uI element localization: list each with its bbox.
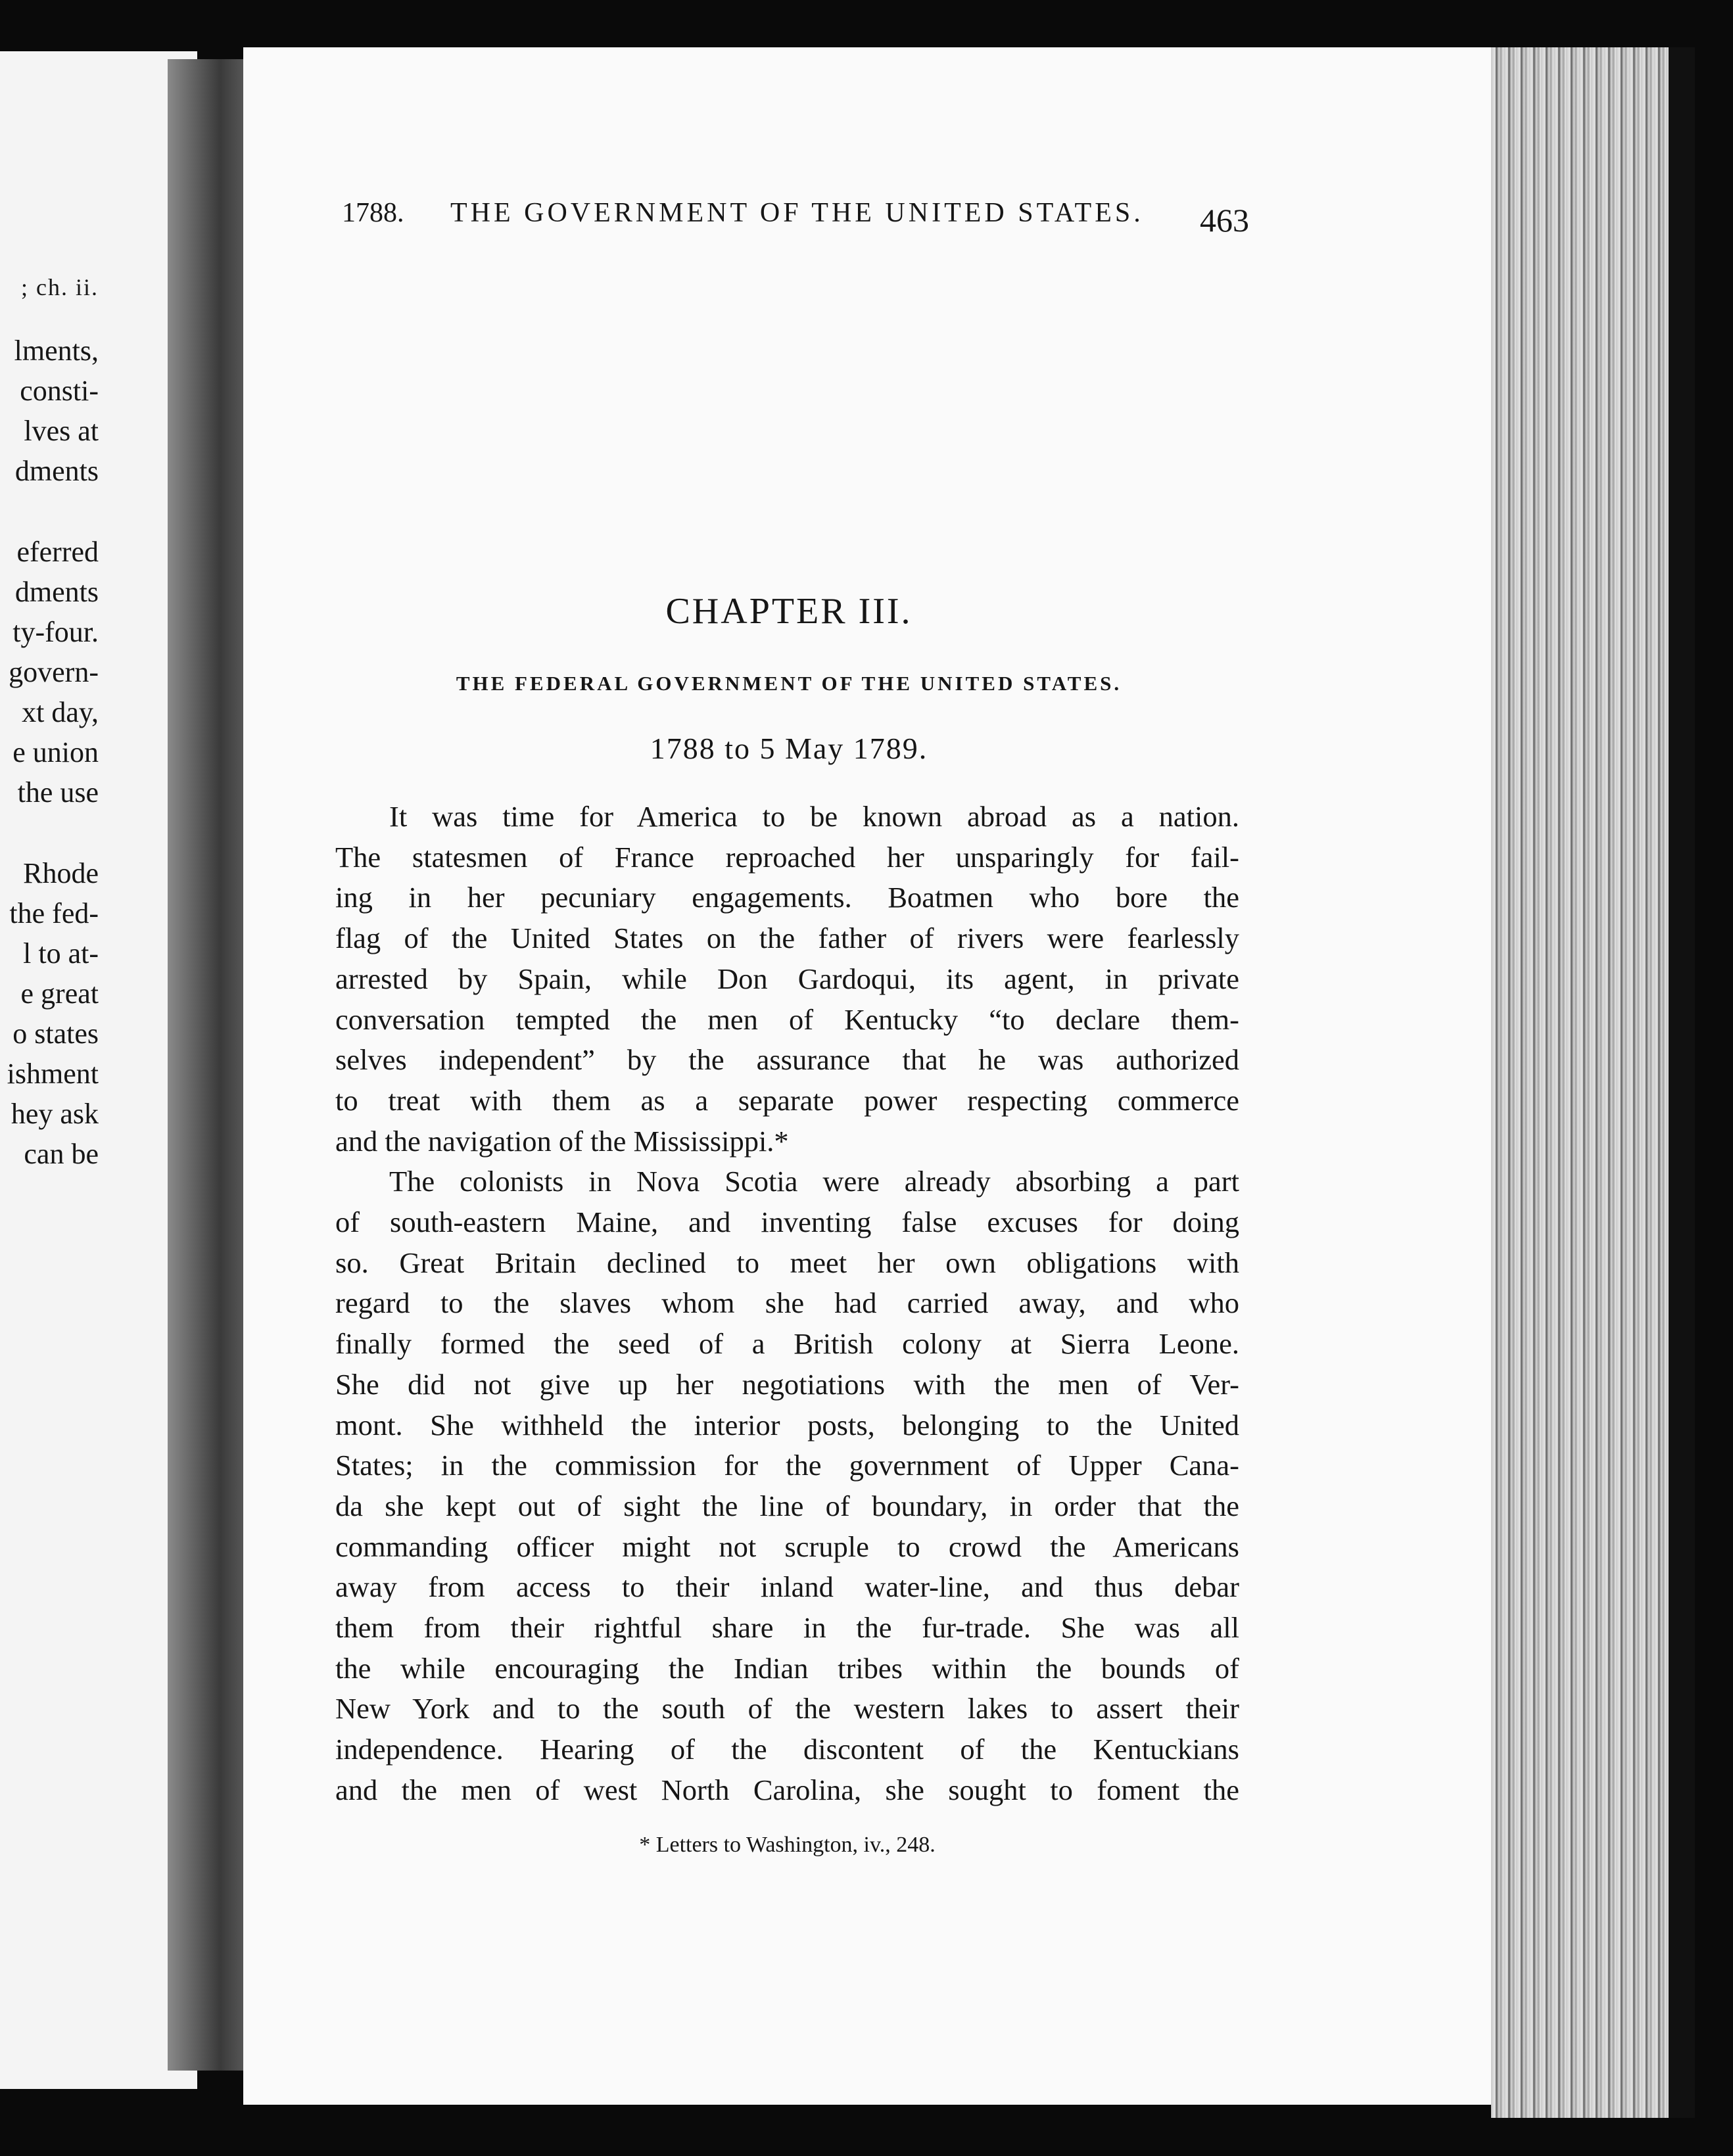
paragraph-2-line: them from their rightful share in the fur-trade. She was all [335,1611,1239,1645]
paragraph-2-line: She did not give up her negotiations with the men of Ver- [335,1367,1239,1401]
previous-page-line: dments [14,455,99,487]
previous-page-line: can be [24,1138,99,1170]
paragraph-2-line: commanding officer might not scruple to crowd the Americans [335,1530,1239,1563]
previous-page-running-head: ; ch. ii. [21,274,99,300]
previous-page-line: xt day, [22,696,99,728]
paragraph-2-line: mont. She withheld the interior posts, belonging to the United [335,1408,1239,1441]
body-text [335,797,1239,1811]
paragraph-1-line: conversation tempted the men of Kentucky “to declare them- [335,1002,1239,1036]
paragraph-1-line: arrested by Spain, while Don Gardoqui, its agent, in private [335,962,1239,995]
previous-page-line: dments [14,576,99,608]
paragraph-1-line: ing in her pecuniary engagements. Boatmen who bore the [335,881,1239,914]
paragraph-2-line: and the men of west North Carolina, she sought to foment the [335,1773,1239,1806]
footnote: * Letters to Washington, iv., 248. [639,1833,936,1857]
paragraph-2-line: the while encouraging the Indian tribes within the bounds of [335,1651,1239,1685]
paragraph-1-line: to treat with them as a separate power respecting commerce [335,1083,1239,1117]
paragraph-2-line: The colonists in Nova Scotia were already absorbing a part [389,1165,1239,1198]
previous-page-line: lves at [24,415,99,447]
chapter-dates: 1788 to 5 May 1789. [650,732,928,765]
chapter-title: CHAPTER III. [665,591,913,632]
previous-page-line: e great [20,977,99,1010]
previous-page-line: hey ask [11,1098,99,1130]
previous-page-line: the fed- [9,897,99,929]
paragraph-2-line: New York and to the south of the western lakes to assert their [335,1692,1239,1725]
running-head [342,195,1249,239]
paragraph-1-line: The statesmen of France reproached her unsparingly for fail- [335,840,1239,874]
page-number: 463 [1200,202,1249,239]
paragraph-1-line: and the navigation of the Mississippi.* [335,1124,789,1158]
previous-page-line: ty-four. [12,616,99,648]
paragraph-2-line: independence. Hearing of the discontent of the Kentuckians [335,1733,1239,1766]
paragraph-2-line: away from access to their inland water-line, and thus debar [335,1570,1239,1604]
paragraph-1-line: selves independent” by the assurance that he was authorized [335,1043,1239,1077]
previous-page-line: e union [12,736,99,768]
previous-page-line: consti- [20,375,99,407]
previous-page-line: ishment [7,1058,99,1090]
paragraph-1-line: flag of the United States on the father of rivers were fearlessly [335,922,1239,955]
paragraph-2-line: of south-eastern Maine, and inventing false excuses for doing [335,1206,1239,1239]
page-edges [1491,47,1695,2118]
previous-page-text [7,331,99,1174]
previous-page-line: govern- [9,656,99,688]
paragraph-2-line: States; in the commission for the government of Upper Cana- [335,1449,1239,1482]
paragraph-2-line: regard to the slaves whom she had carried away, and who [335,1286,1239,1320]
previous-page-line: eferred [16,536,99,568]
paragraph-2-line: da she kept out of sight the line of boundary, in order that the [335,1489,1239,1522]
previous-page-line: o states [12,1018,99,1050]
previous-page-line: lments, [14,335,99,367]
previous-page-line: Rhode [23,857,99,889]
chapter-subtitle: THE FEDERAL GOVERNMENT OF THE UNITED STATES. [456,672,1122,695]
paragraph-1-line: It was time for America to be known abroad as a nation. [389,800,1239,833]
running-head-title: THE GOVERNMENT OF THE UNITED STATES. [450,198,1144,228]
previous-page-line: l to at- [23,937,99,970]
previous-page-line: the use [17,776,99,808]
paragraph-2-line: so. Great Britain declined to meet her own obligations with [335,1246,1239,1279]
running-head-year: 1788. [342,198,404,228]
paragraph-2-line: finally formed the seed of a British colony at Sierra Leone. [335,1327,1239,1361]
